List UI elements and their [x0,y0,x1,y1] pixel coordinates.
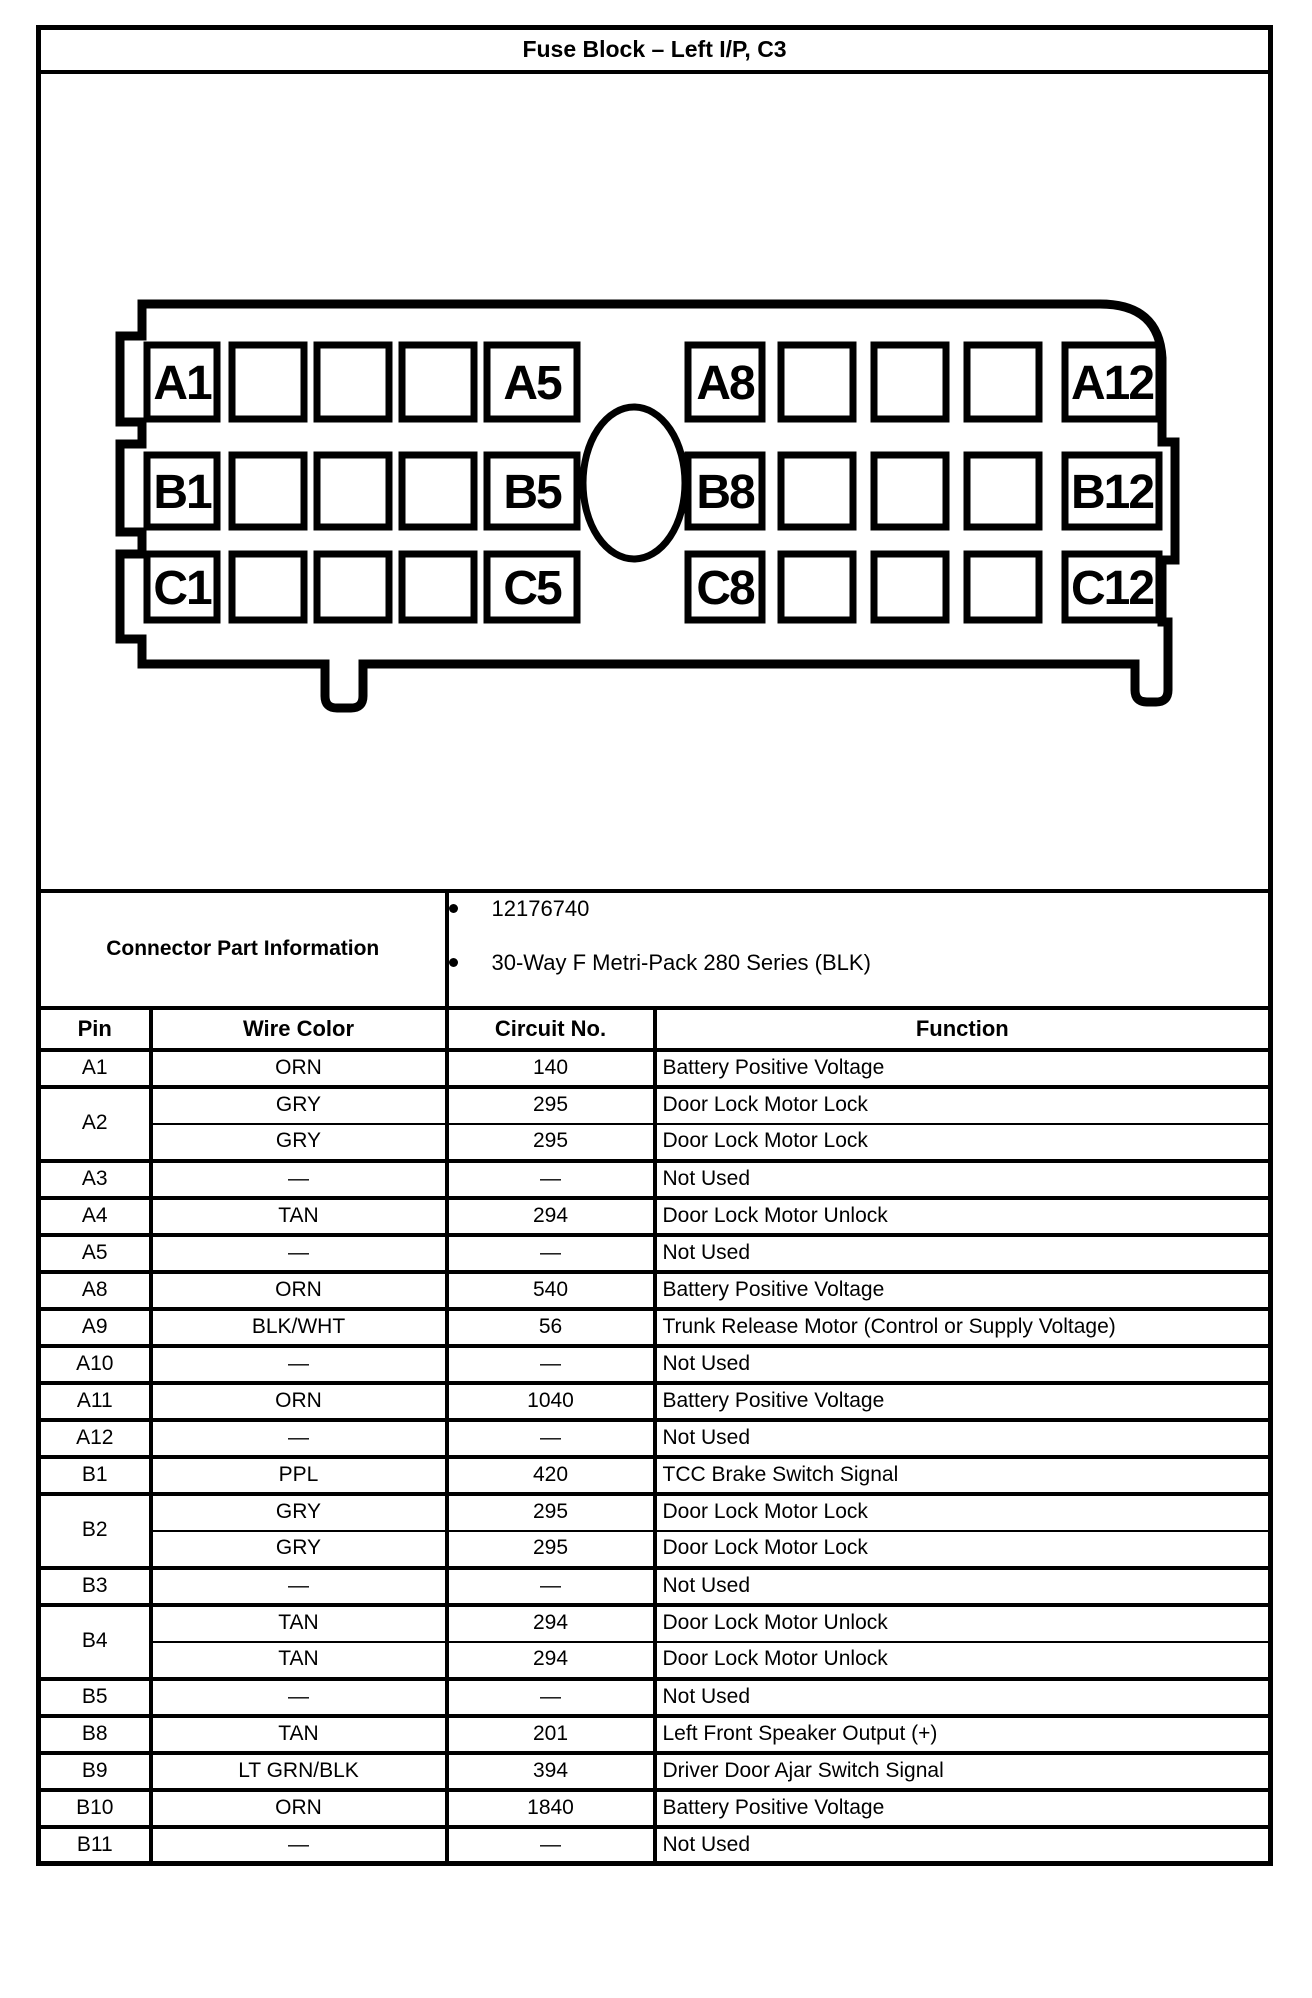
function-cell: Trunk Release Motor (Control or Supply Voltage) [655,1309,1271,1346]
connector-cavity-label-A1: A1 [153,356,211,410]
circuit-no-cell: 294 [447,1642,655,1679]
function-cell: Battery Positive Voltage [655,1790,1271,1827]
connector-cavity [781,455,853,527]
page-title: Fuse Block – Left I/P, C3 [39,28,1271,72]
connector-cavity-label-B1: B1 [153,465,211,519]
connector-cavity [317,345,389,419]
wire-color-cell: — [151,1679,447,1716]
circuit-no-cell: 294 [447,1198,655,1235]
pin-row-A12 [39,1420,1271,1457]
function-cell: Not Used [655,1568,1271,1605]
pin-row-A3 [39,1161,1271,1198]
connector-cavity [967,554,1039,620]
function-cell: Not Used [655,1827,1271,1864]
circuit-no-cell: — [447,1568,655,1605]
pin-row-B5 [39,1679,1271,1716]
pin-cell: A3 [39,1161,151,1198]
part-info-text: 30-Way F Metri-Pack 280 Series (BLK) [491,949,871,975]
pin-row-B3 [39,1568,1271,1605]
connector-cavity-label-B12: B12 [1070,465,1154,519]
pin-subrow-B2 [39,1531,1271,1568]
circuit-no-cell: — [447,1827,655,1864]
connector-diagram-wrap [41,74,1268,729]
circuit-no-cell: — [447,1679,655,1716]
wire-color-cell: TAN [151,1605,447,1642]
part-info-item [449,893,1269,925]
title-row [39,28,1271,72]
circuit-no-cell: 201 [447,1716,655,1753]
circuit-no-cell: 1840 [447,1790,655,1827]
column-header-wire-color: Wire Color [151,1008,447,1050]
circuit-no-cell: 56 [447,1309,655,1346]
pin-cell: B4 [39,1605,151,1679]
pin-cell: B2 [39,1494,151,1568]
connector-cavity [874,345,946,419]
wire-color-cell: GRY [151,1494,447,1531]
pin-cell: A5 [39,1235,151,1272]
connector-cavity [232,455,304,527]
circuit-no-cell: 140 [447,1050,655,1087]
pin-cell: A9 [39,1309,151,1346]
function-cell: TCC Brake Switch Signal [655,1457,1271,1494]
pin-cell: B10 [39,1790,151,1827]
pin-cell: B5 [39,1679,151,1716]
connector-part-info-label: Connector Part Information [39,891,447,1008]
part-info-item [449,947,1269,979]
part-info-text: 12176740 [491,895,590,921]
wire-color-cell: GRY [151,1124,447,1161]
wire-color-cell: TAN [151,1642,447,1679]
part-info-row [39,891,1271,1008]
function-cell: Driver Door Ajar Switch Signal [655,1753,1271,1790]
pin-row-B1 [39,1457,1271,1494]
function-cell: Not Used [655,1161,1271,1198]
pin-row-A10 [39,1346,1271,1383]
pin-cell: A8 [39,1272,151,1309]
wire-color-cell: — [151,1346,447,1383]
circuit-no-cell: 295 [447,1494,655,1531]
pin-row-B11 [39,1827,1271,1864]
pin-cell: B11 [39,1827,151,1864]
pin-row-A4 [39,1198,1271,1235]
wire-color-cell: ORN [151,1383,447,1420]
wire-color-cell: GRY [151,1531,447,1568]
wire-color-cell: — [151,1161,447,1198]
pin-cell: B9 [39,1753,151,1790]
connector-diagram-cell [39,72,1271,891]
circuit-no-cell: 540 [447,1272,655,1309]
connector-locating-hole [583,407,685,559]
wire-color-cell: — [151,1235,447,1272]
pin-row-B4 [39,1605,1271,1642]
pin-cell: B3 [39,1568,151,1605]
pin-table-body [39,1050,1271,1864]
pin-row-B2 [39,1494,1271,1531]
pin-row-A5 [39,1235,1271,1272]
bullet-icon [449,904,458,913]
pin-row-A8 [39,1272,1271,1309]
function-cell: Door Lock Motor Unlock [655,1642,1271,1679]
function-cell: Door Lock Motor Lock [655,1087,1271,1124]
connector-part-info-items [447,891,1271,1008]
connector-cavity [874,554,946,620]
function-cell: Battery Positive Voltage [655,1050,1271,1087]
pin-cell: A12 [39,1420,151,1457]
wire-color-cell: ORN [151,1050,447,1087]
column-header-function: Function [655,1008,1271,1050]
wire-color-cell: BLK/WHT [151,1309,447,1346]
wire-color-cell: LT GRN/BLK [151,1753,447,1790]
function-cell: Not Used [655,1420,1271,1457]
function-cell: Door Lock Motor Lock [655,1124,1271,1161]
circuit-no-cell: 295 [447,1124,655,1161]
connector-cavity-label-A8: A8 [696,356,754,410]
circuit-no-cell: 394 [447,1753,655,1790]
bullet-icon [449,958,458,967]
circuit-no-cell: 420 [447,1457,655,1494]
wire-color-cell: ORN [151,1272,447,1309]
connector-cavity [874,455,946,527]
pin-cell: A10 [39,1346,151,1383]
connector-cavity [781,345,853,419]
function-cell: Door Lock Motor Unlock [655,1198,1271,1235]
connector-cavity-label-B8: B8 [696,465,754,519]
circuit-no-cell: 295 [447,1531,655,1568]
connector-cavity-label-C12: C12 [1070,561,1154,615]
pin-row-A2 [39,1087,1271,1124]
connector-face-diagram [115,292,1181,724]
pin-row-B8 [39,1716,1271,1753]
fuse-block-sheet [36,25,1273,1866]
connector-cavity [967,345,1039,419]
pin-row-A9 [39,1309,1271,1346]
connector-cavity-label-A12: A12 [1070,356,1154,410]
circuit-no-cell: — [447,1346,655,1383]
pin-subrow-B4 [39,1642,1271,1679]
diagram-row [39,72,1271,891]
pin-row-B10 [39,1790,1271,1827]
connector-cavity [317,554,389,620]
function-cell: Battery Positive Voltage [655,1272,1271,1309]
function-cell: Door Lock Motor Lock [655,1531,1271,1568]
wire-color-cell: ORN [151,1790,447,1827]
pin-subrow-A2 [39,1124,1271,1161]
wire-color-cell: GRY [151,1087,447,1124]
function-cell: Not Used [655,1679,1271,1716]
pin-row-B9 [39,1753,1271,1790]
pin-cell: A1 [39,1050,151,1087]
pin-cell: A4 [39,1198,151,1235]
connector-cavity [402,345,474,419]
circuit-no-cell: 295 [447,1087,655,1124]
connector-cavity [232,345,304,419]
connector-cavity [402,554,474,620]
wire-color-cell: — [151,1568,447,1605]
function-cell: Door Lock Motor Lock [655,1494,1271,1531]
circuit-no-cell: 294 [447,1605,655,1642]
connector-cavity-label-A5: A5 [503,356,561,410]
column-header-pin: Pin [39,1008,151,1050]
pin-row-A11 [39,1383,1271,1420]
wire-color-cell: PPL [151,1457,447,1494]
pin-cell: B8 [39,1716,151,1753]
connector-cavity-label-C1: C1 [153,561,211,615]
pin-table-header-row [39,1008,1271,1050]
connector-cavity [317,455,389,527]
connector-cavity [781,554,853,620]
connector-cavity-label-B5: B5 [503,465,561,519]
pin-cell: B1 [39,1457,151,1494]
wire-color-cell: TAN [151,1716,447,1753]
pin-cell: A11 [39,1383,151,1420]
wire-color-cell: — [151,1420,447,1457]
pin-row-A1 [39,1050,1271,1087]
function-cell: Battery Positive Voltage [655,1383,1271,1420]
connector-cavity-label-C8: C8 [696,561,754,615]
function-cell: Left Front Speaker Output (+) [655,1716,1271,1753]
function-cell: Not Used [655,1235,1271,1272]
circuit-no-cell: 1040 [447,1383,655,1420]
wire-color-cell: TAN [151,1198,447,1235]
circuit-no-cell: — [447,1235,655,1272]
connector-cavity [967,455,1039,527]
wire-color-cell: — [151,1827,447,1864]
function-cell: Door Lock Motor Unlock [655,1605,1271,1642]
function-cell: Not Used [655,1346,1271,1383]
connector-cavity [402,455,474,527]
circuit-no-cell: — [447,1161,655,1198]
circuit-no-cell: — [447,1420,655,1457]
connector-cavity-label-C5: C5 [503,561,561,615]
column-header-circuit-no-: Circuit No. [447,1008,655,1050]
pin-cell: A2 [39,1087,151,1161]
connector-cavity [232,554,304,620]
